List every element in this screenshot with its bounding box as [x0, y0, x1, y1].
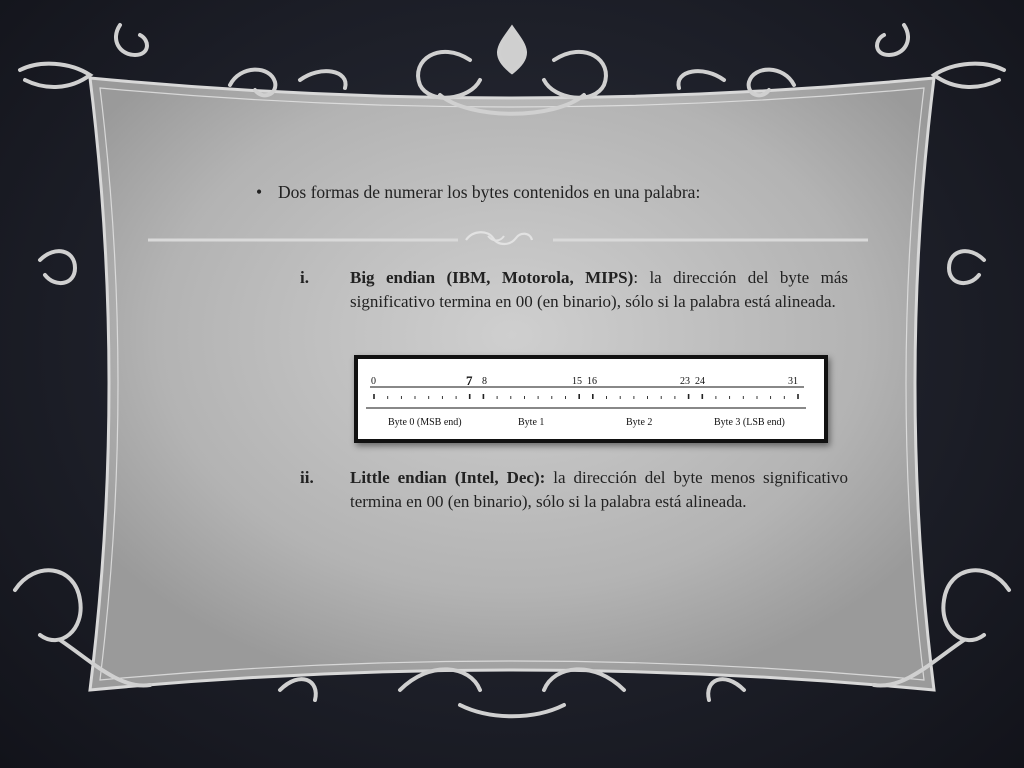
item-description: la dirección del byte menos significativo termina en 00 (en binario), sólo si la palabra está alineada. — [350, 468, 849, 511]
item-text — [350, 266, 848, 314]
bit-label: 0 — [371, 376, 376, 387]
item-bold-term: Big endian (IBM, Motorola, MIPS) — [350, 268, 634, 287]
item-number: ii. — [300, 468, 314, 487]
bit-label: 7 — [466, 373, 473, 388]
divider-flourish — [148, 228, 868, 254]
bit-label: 23 — [680, 376, 690, 387]
item-text — [350, 466, 848, 514]
bit-label: 8 — [482, 376, 487, 387]
bullet-marker: • — [256, 182, 263, 202]
byte-order-diagram — [354, 355, 828, 443]
bit-label: 31 — [788, 376, 798, 387]
byte-label: Byte 2 — [626, 417, 653, 428]
intro-bullet — [256, 181, 816, 203]
bit-label: 15 — [572, 376, 582, 387]
intro-text: Dos formas de numerar los bytes contenidos en una palabra: — [278, 182, 701, 202]
item-description: : la dirección del byte más significativo termina en 00 (en binario), sólo si la palabra está alineada. — [350, 268, 848, 311]
byte-label: Byte 1 — [518, 417, 545, 428]
item-number: i. — [300, 268, 309, 287]
byte-label: Byte 0 (MSB end) — [388, 417, 462, 428]
bit-label: 24 — [695, 376, 705, 387]
bit-label: 16 — [587, 376, 597, 387]
byte-label: Byte 3 (LSB end) — [714, 417, 785, 428]
item-bold-term: Little endian (Intel, Dec): — [350, 468, 546, 487]
byte-diagram-graphic — [358, 359, 824, 439]
